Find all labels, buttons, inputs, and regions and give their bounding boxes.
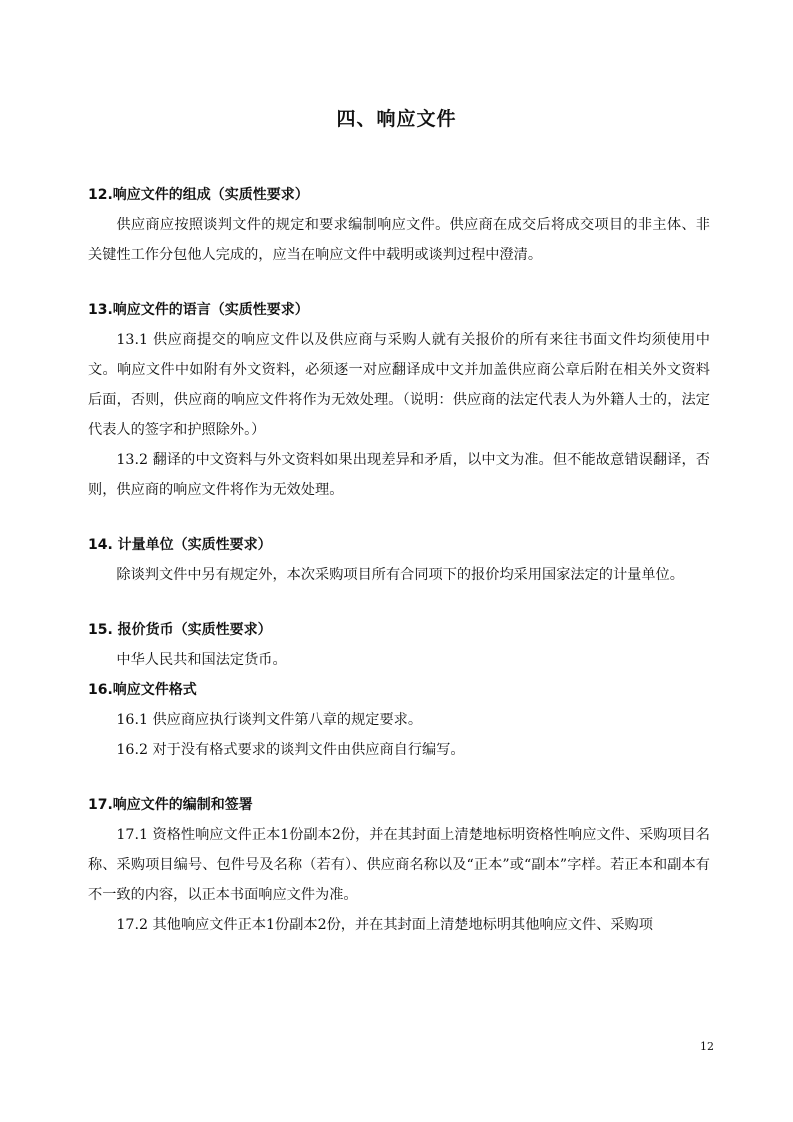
section-12 <box>88 180 710 270</box>
section-heading: 13.响应文件的语言（实质性要求） <box>88 302 309 318</box>
paragraph: 供应商应按照谈判文件的规定和要求编制响应文件。供应商在成交后将成交项目的非主体、非关键性工作分包他人完成的，应当在响应文件中载明或谈判过程中澄清。 <box>88 217 710 263</box>
section-15 <box>88 615 710 675</box>
page-number: 12 <box>700 1040 714 1053</box>
section-heading: 12.响应文件的组成（实质性要求） <box>88 187 309 203</box>
section-14 <box>88 530 710 590</box>
section-heading: 15. 报价货币（实质性要求） <box>88 622 272 638</box>
section-heading: 14. 计量单位（实质性要求） <box>88 537 272 553</box>
paragraph: 13.2 翻译的中文资料与外文资料如果出现差异和矛盾，以中文为准。但不能故意错误翻译，否则，供应商的响应文件将作为无效处理。 <box>88 452 710 498</box>
section-heading: 16.响应文件格式 <box>88 682 197 698</box>
paragraph: 16.2 对于没有格式要求的谈判文件由供应商自行编写。 <box>116 742 465 758</box>
section-17 <box>88 790 710 940</box>
document-body <box>88 180 710 940</box>
paragraph: 17.2 其他响应文件正本1份副本2份，并在其封面上清楚地标明其他响应文件、采购项 <box>116 917 653 933</box>
paragraph: 除谈判文件中另有规定外，本次采购项目所有合同项下的报价均采用国家法定的计量单位。 <box>116 567 684 583</box>
paragraph: 中华人民共和国法定货币。 <box>116 652 287 668</box>
paragraph: 13.1 供应商提交的响应文件以及供应商与采购人就有关报价的所有来往书面文件均须使用中文。响应文件中如附有外文资料，必须逐一对应翻译成中文并加盖供应商公章后附在相关外文资料后面，否则，供应商的响应文件将作为无效处理。（说明：供应商的法定代表人为外籍人士的，法定代表人的签字和护照除外。） <box>88 332 710 438</box>
section-13 <box>88 295 710 505</box>
page-title: 四、响应文件 <box>336 108 457 130</box>
section-heading: 17.响应文件的编制和签署 <box>88 797 253 813</box>
paragraph: 16.1 供应商应执行谈判文件第八章的规定要求。 <box>116 712 423 728</box>
paragraph: 17.1 资格性响应文件正本1份副本2份，并在其封面上清楚地标明资格性响应文件、采购项目名称、采购项目编号、包件号及名称（若有）、供应商名称以及“正本”或“副本”字样。若正本和副本有不一致的内容，以正本书面响应文件为准。 <box>88 827 710 903</box>
section-16 <box>88 675 710 765</box>
